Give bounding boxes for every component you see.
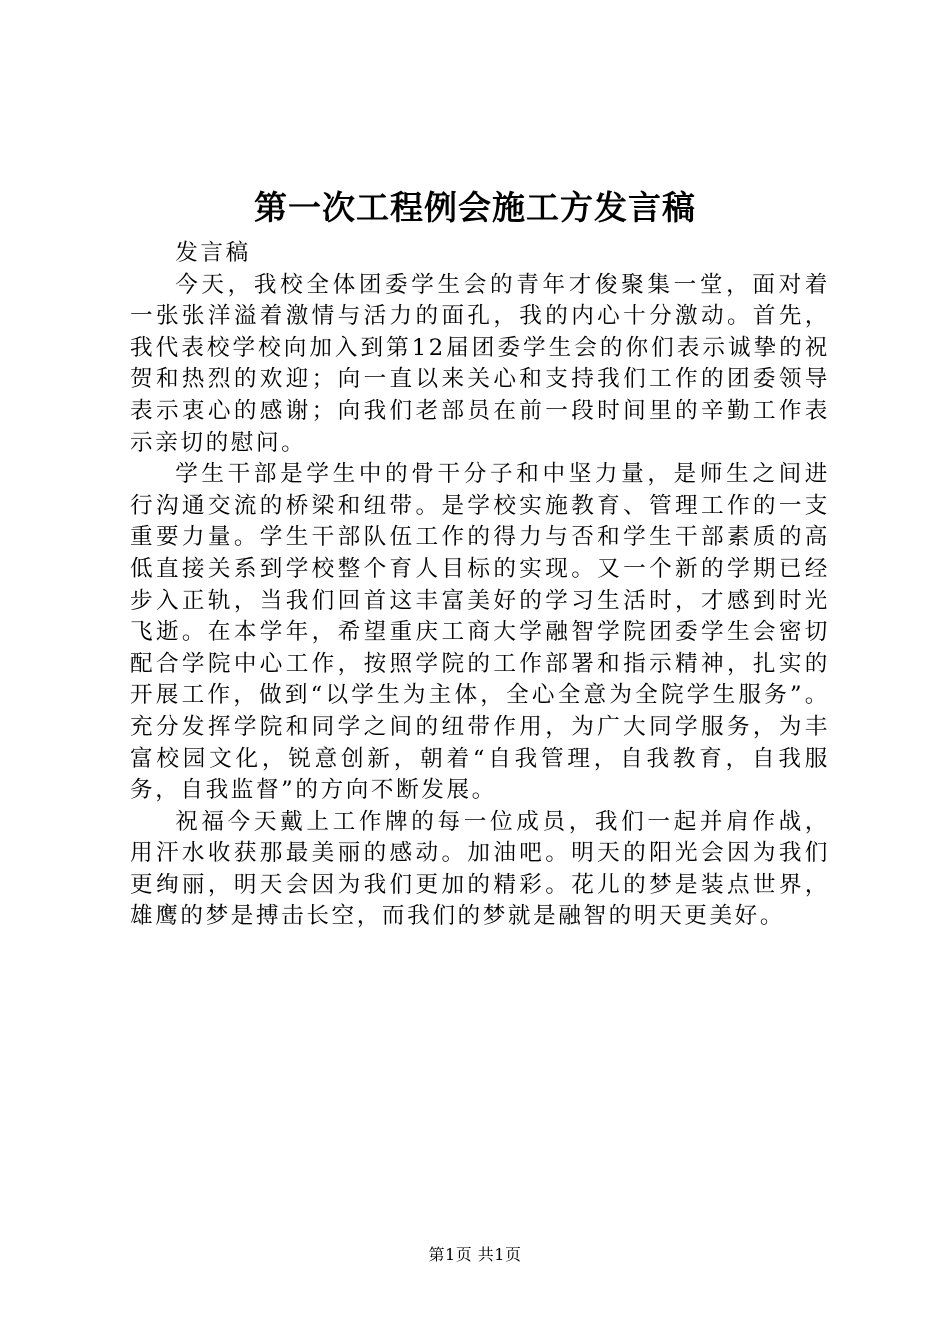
paragraph-student-cadres: 学生干部是学生中的骨干分子和中坚力量，是师生之间进行沟通交流的桥梁和纽带。是学校实施教育、管理工作的一支重要力量。学生干部队伍工作的得力与否和学生干部素质的高低直接关系到学校整个育人目标的实现。又一个新的学期已经步入正轨，当我们回首这丰富美好的学习生活时，才感到时光飞逝。在本学年，希望重庆工商大学融智学院团委学生会密切配合学院中心工作，按照学院的工作部署和指示精神，扎实的开展工作，做到“以学生为主体，全心全意为全院学生服务”。充分发挥学院和同学之间的纽带作用，为广大同学服务，为丰富校园文化，锐意创新，朝着“自我管理，自我教育，自我服务，自我监督”的方向不断发展。 — [130, 461, 830, 804]
document-title: 第一次工程例会施工方发言稿 — [254, 188, 696, 227]
page-footer: 第1页 共1页 — [428, 1245, 522, 1264]
paragraph-blessing: 祝福今天戴上工作牌的每一位成员，我们一起并肩作战，用汗水收获那最美丽的感动。加油吧。明天的阳光会因为我们更绚丽，明天会因为我们更加的精彩。花儿的梦是装点世界，雄鹰的梦是搏击长空，而我们的梦就是融智的明天更美好。 — [130, 808, 830, 930]
document-body — [130, 238, 830, 933]
paragraph-heading: 发言稿 — [175, 240, 251, 266]
paragraph-welcome: 今天，我校全体团委学生会的青年才俊聚集一堂，面对着一张张洋溢着激情与活力的面孔，我的内心十分激动。首先，我代表校学校向加入到第12届团委学生会的你们表示诚挚的祝贺和热烈的欢迎；向一直以来关心和支持我们工作的团委领导表示衷心的感谢；向我们老部员在前一段时间里的辛勤工作表示亲切的慰问。 — [130, 271, 830, 456]
